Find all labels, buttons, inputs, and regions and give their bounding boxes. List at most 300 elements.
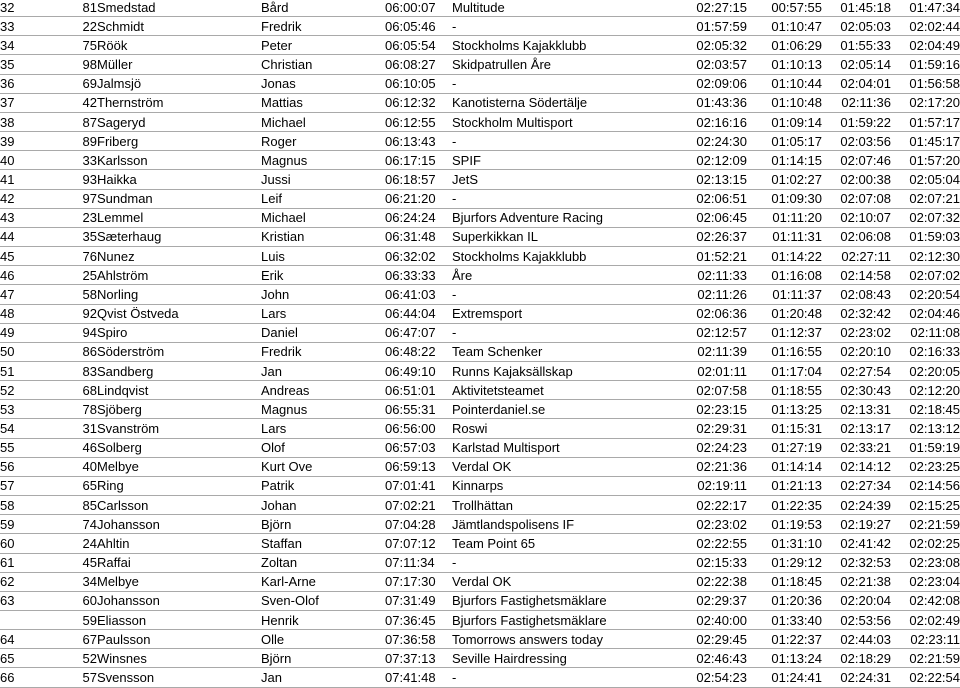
first-name-cell: Björn	[261, 649, 385, 668]
club-cell: -	[452, 668, 668, 687]
bib-cell: 42	[29, 93, 97, 112]
table-row	[0, 151, 960, 170]
place-cell: 56	[0, 457, 29, 476]
split-4-cell: 02:04:46	[891, 304, 960, 323]
total-time-cell: 06:55:31	[385, 400, 452, 419]
split-1-cell: 02:27:15	[668, 0, 747, 17]
bib-cell: 40	[29, 457, 97, 476]
first-name-cell: Michael	[261, 208, 385, 227]
split-4-cell: 01:57:17	[891, 112, 960, 131]
table-row	[0, 0, 960, 17]
first-name-cell: Lars	[261, 304, 385, 323]
table-row	[0, 361, 960, 380]
last-name-cell: Spiro	[97, 323, 261, 342]
total-time-cell: 07:02:21	[385, 496, 452, 515]
club-cell: -	[452, 323, 668, 342]
place-cell: 58	[0, 496, 29, 515]
split-2-cell: 01:11:20	[747, 208, 822, 227]
split-2-cell: 01:13:25	[747, 400, 822, 419]
last-name-cell: Lindqvist	[97, 381, 261, 400]
place-cell: 38	[0, 112, 29, 131]
club-cell: -	[452, 74, 668, 93]
split-2-cell: 01:18:55	[747, 381, 822, 400]
table-row	[0, 285, 960, 304]
club-cell: -	[452, 553, 668, 572]
split-2-cell: 01:31:10	[747, 534, 822, 553]
split-2-cell: 01:21:13	[747, 476, 822, 495]
bib-cell: 75	[29, 36, 97, 55]
place-cell: 57	[0, 476, 29, 495]
place-cell: 63	[0, 591, 29, 610]
split-4-cell: 02:15:25	[891, 496, 960, 515]
split-1-cell: 02:16:16	[668, 112, 747, 131]
last-name-cell: Svanström	[97, 419, 261, 438]
split-3-cell: 02:20:10	[822, 342, 891, 361]
split-1-cell: 02:29:45	[668, 630, 747, 649]
last-name-cell: Sæterhaug	[97, 227, 261, 246]
first-name-cell: John	[261, 285, 385, 304]
total-time-cell: 06:10:05	[385, 74, 452, 93]
split-3-cell: 02:33:21	[822, 438, 891, 457]
table-row	[0, 381, 960, 400]
club-cell: Skidpatrullen Åre	[452, 55, 668, 74]
place-cell: 62	[0, 572, 29, 591]
place-cell: 46	[0, 266, 29, 285]
total-time-cell: 06:05:46	[385, 17, 452, 36]
split-3-cell: 02:27:34	[822, 476, 891, 495]
split-2-cell: 01:18:45	[747, 572, 822, 591]
split-4-cell: 02:07:32	[891, 208, 960, 227]
first-name-cell: Kristian	[261, 227, 385, 246]
total-time-cell: 06:56:00	[385, 419, 452, 438]
last-name-cell: Paulsson	[97, 630, 261, 649]
split-4-cell: 02:02:25	[891, 534, 960, 553]
split-2-cell: 01:29:12	[747, 553, 822, 572]
bib-cell: 23	[29, 208, 97, 227]
split-1-cell: 02:40:00	[668, 611, 747, 630]
split-3-cell: 02:05:03	[822, 17, 891, 36]
split-2-cell: 01:14:15	[747, 151, 822, 170]
split-3-cell: 02:41:42	[822, 534, 891, 553]
first-name-cell: Daniel	[261, 323, 385, 342]
place-cell	[0, 611, 29, 630]
split-1-cell: 02:05:32	[668, 36, 747, 55]
total-time-cell: 06:44:04	[385, 304, 452, 323]
place-cell: 34	[0, 36, 29, 55]
split-1-cell: 02:12:57	[668, 323, 747, 342]
first-name-cell: Lars	[261, 419, 385, 438]
last-name-cell: Raffai	[97, 553, 261, 572]
split-3-cell: 02:27:54	[822, 361, 891, 380]
split-4-cell: 02:02:49	[891, 611, 960, 630]
total-time-cell: 06:57:03	[385, 438, 452, 457]
split-4-cell: 02:05:04	[891, 170, 960, 189]
first-name-cell: Patrik	[261, 476, 385, 495]
split-4-cell: 02:13:12	[891, 419, 960, 438]
bib-cell: 68	[29, 381, 97, 400]
club-cell: Roswi	[452, 419, 668, 438]
first-name-cell: Roger	[261, 132, 385, 151]
split-4-cell: 02:18:45	[891, 400, 960, 419]
club-cell: Extremsport	[452, 304, 668, 323]
total-time-cell: 07:36:58	[385, 630, 452, 649]
bib-cell: 25	[29, 266, 97, 285]
total-time-cell: 06:18:57	[385, 170, 452, 189]
first-name-cell: Jan	[261, 361, 385, 380]
last-name-cell: Müller	[97, 55, 261, 74]
last-name-cell: Ring	[97, 476, 261, 495]
split-1-cell: 02:06:51	[668, 189, 747, 208]
club-cell: Åre	[452, 266, 668, 285]
last-name-cell: Melbye	[97, 572, 261, 591]
split-4-cell: 02:14:56	[891, 476, 960, 495]
split-4-cell: 02:11:08	[891, 323, 960, 342]
bib-cell: 93	[29, 170, 97, 189]
table-row	[0, 553, 960, 572]
club-cell: Superkikkan IL	[452, 227, 668, 246]
split-4-cell: 02:12:30	[891, 247, 960, 266]
split-2-cell: 01:10:44	[747, 74, 822, 93]
club-cell: Team Schenker	[452, 342, 668, 361]
first-name-cell: Christian	[261, 55, 385, 74]
table-row	[0, 323, 960, 342]
table-row	[0, 93, 960, 112]
split-3-cell: 02:13:17	[822, 419, 891, 438]
split-2-cell: 01:13:24	[747, 649, 822, 668]
club-cell: Team Point 65	[452, 534, 668, 553]
split-1-cell: 02:21:36	[668, 457, 747, 476]
last-name-cell: Sandberg	[97, 361, 261, 380]
table-row	[0, 649, 960, 668]
split-3-cell: 02:24:39	[822, 496, 891, 515]
total-time-cell: 06:49:10	[385, 361, 452, 380]
split-2-cell: 01:02:27	[747, 170, 822, 189]
club-cell: -	[452, 285, 668, 304]
club-cell: Tomorrows answers today	[452, 630, 668, 649]
split-4-cell: 01:59:19	[891, 438, 960, 457]
split-4-cell: 02:17:20	[891, 93, 960, 112]
total-time-cell: 06:13:43	[385, 132, 452, 151]
split-1-cell: 02:06:36	[668, 304, 747, 323]
split-1-cell: 02:23:02	[668, 515, 747, 534]
total-time-cell: 06:33:33	[385, 266, 452, 285]
split-3-cell: 02:32:53	[822, 553, 891, 572]
bib-cell: 34	[29, 572, 97, 591]
split-2-cell: 01:20:36	[747, 591, 822, 610]
bib-cell: 81	[29, 0, 97, 17]
bib-cell: 22	[29, 17, 97, 36]
table-row	[0, 476, 960, 495]
club-cell: Jämtlandspolisens IF	[452, 515, 668, 534]
split-2-cell: 01:22:37	[747, 630, 822, 649]
last-name-cell: Carlsson	[97, 496, 261, 515]
split-1-cell: 02:22:38	[668, 572, 747, 591]
bib-cell: 83	[29, 361, 97, 380]
bib-cell: 67	[29, 630, 97, 649]
first-name-cell: Michael	[261, 112, 385, 131]
first-name-cell: Olle	[261, 630, 385, 649]
bib-cell: 87	[29, 112, 97, 131]
last-name-cell: Schmidt	[97, 17, 261, 36]
club-cell: JetS	[452, 170, 668, 189]
first-name-cell: Erik	[261, 266, 385, 285]
split-1-cell: 02:22:55	[668, 534, 747, 553]
split-2-cell: 01:05:17	[747, 132, 822, 151]
club-cell: -	[452, 17, 668, 36]
split-1-cell: 02:15:33	[668, 553, 747, 572]
bib-cell: 35	[29, 227, 97, 246]
place-cell: 40	[0, 151, 29, 170]
club-cell: Trollhättan	[452, 496, 668, 515]
total-time-cell: 07:04:28	[385, 515, 452, 534]
split-1-cell: 02:11:26	[668, 285, 747, 304]
place-cell: 64	[0, 630, 29, 649]
last-name-cell: Thernström	[97, 93, 261, 112]
split-3-cell: 02:18:29	[822, 649, 891, 668]
split-4-cell: 01:47:34	[891, 0, 960, 17]
place-cell: 45	[0, 247, 29, 266]
last-name-cell: Svensson	[97, 668, 261, 687]
split-3-cell: 02:14:58	[822, 266, 891, 285]
split-3-cell: 02:30:43	[822, 381, 891, 400]
bib-cell: 57	[29, 668, 97, 687]
split-3-cell: 01:59:22	[822, 112, 891, 131]
club-cell: Aktivitetsteamet	[452, 381, 668, 400]
split-3-cell: 02:05:14	[822, 55, 891, 74]
table-row	[0, 515, 960, 534]
table-row	[0, 534, 960, 553]
last-name-cell: Karlsson	[97, 151, 261, 170]
last-name-cell: Melbye	[97, 457, 261, 476]
split-2-cell: 01:15:31	[747, 419, 822, 438]
split-1-cell: 02:03:57	[668, 55, 747, 74]
place-cell: 42	[0, 189, 29, 208]
table-row	[0, 304, 960, 323]
table-row	[0, 457, 960, 476]
place-cell: 60	[0, 534, 29, 553]
place-cell: 44	[0, 227, 29, 246]
split-4-cell: 02:04:49	[891, 36, 960, 55]
split-3-cell: 02:06:08	[822, 227, 891, 246]
split-2-cell: 01:10:13	[747, 55, 822, 74]
first-name-cell: Kurt Ove	[261, 457, 385, 476]
table-row	[0, 266, 960, 285]
split-3-cell: 01:55:33	[822, 36, 891, 55]
place-cell: 66	[0, 668, 29, 687]
total-time-cell: 06:12:32	[385, 93, 452, 112]
total-time-cell: 06:51:01	[385, 381, 452, 400]
split-2-cell: 01:11:37	[747, 285, 822, 304]
club-cell: Bjurfors Fastighetsmäklare	[452, 611, 668, 630]
split-2-cell: 01:11:31	[747, 227, 822, 246]
club-cell: Verdal OK	[452, 572, 668, 591]
bib-cell: 31	[29, 419, 97, 438]
table-row	[0, 438, 960, 457]
club-cell: Multitude	[452, 0, 668, 17]
place-cell: 47	[0, 285, 29, 304]
last-name-cell: Johansson	[97, 591, 261, 610]
split-3-cell: 02:03:56	[822, 132, 891, 151]
split-3-cell: 02:07:46	[822, 151, 891, 170]
split-1-cell: 01:52:21	[668, 247, 747, 266]
table-row	[0, 17, 960, 36]
place-cell: 53	[0, 400, 29, 419]
place-cell: 33	[0, 17, 29, 36]
split-1-cell: 02:19:11	[668, 476, 747, 495]
table-row	[0, 74, 960, 93]
split-4-cell: 01:56:58	[891, 74, 960, 93]
table-row	[0, 170, 960, 189]
bib-cell: 85	[29, 496, 97, 515]
split-1-cell: 01:57:59	[668, 17, 747, 36]
club-cell: -	[452, 132, 668, 151]
place-cell: 48	[0, 304, 29, 323]
bib-cell: 65	[29, 476, 97, 495]
split-4-cell: 01:57:20	[891, 151, 960, 170]
table-row	[0, 611, 960, 630]
split-4-cell: 02:21:59	[891, 515, 960, 534]
club-cell: Stockholms Kajakklubb	[452, 36, 668, 55]
first-name-cell: Zoltan	[261, 553, 385, 572]
total-time-cell: 06:31:48	[385, 227, 452, 246]
first-name-cell: Henrik	[261, 611, 385, 630]
last-name-cell: Eliasson	[97, 611, 261, 630]
split-1-cell: 02:13:15	[668, 170, 747, 189]
place-cell: 55	[0, 438, 29, 457]
place-cell: 59	[0, 515, 29, 534]
bib-cell: 45	[29, 553, 97, 572]
table-row	[0, 112, 960, 131]
split-4-cell: 02:07:02	[891, 266, 960, 285]
split-3-cell: 02:21:38	[822, 572, 891, 591]
split-4-cell: 02:23:11	[891, 630, 960, 649]
split-4-cell: 01:45:17	[891, 132, 960, 151]
table-row	[0, 400, 960, 419]
place-cell: 49	[0, 323, 29, 342]
split-3-cell: 02:27:11	[822, 247, 891, 266]
first-name-cell: Bård	[261, 0, 385, 17]
bib-cell: 94	[29, 323, 97, 342]
place-cell: 51	[0, 361, 29, 380]
split-4-cell: 02:12:20	[891, 381, 960, 400]
first-name-cell: Andreas	[261, 381, 385, 400]
club-cell: Bjurfors Fastighetsmäklare	[452, 591, 668, 610]
split-2-cell: 01:17:04	[747, 361, 822, 380]
split-1-cell: 02:01:11	[668, 361, 747, 380]
first-name-cell: Olof	[261, 438, 385, 457]
bib-cell: 69	[29, 74, 97, 93]
split-2-cell: 01:33:40	[747, 611, 822, 630]
first-name-cell: Jussi	[261, 170, 385, 189]
split-3-cell: 02:04:01	[822, 74, 891, 93]
last-name-cell: Nunez	[97, 247, 261, 266]
table-row	[0, 247, 960, 266]
first-name-cell: Johan	[261, 496, 385, 515]
place-cell: 50	[0, 342, 29, 361]
first-name-cell: Staffan	[261, 534, 385, 553]
split-4-cell: 02:23:04	[891, 572, 960, 591]
bib-cell: 89	[29, 132, 97, 151]
place-cell: 36	[0, 74, 29, 93]
last-name-cell: Ahlström	[97, 266, 261, 285]
club-cell: Kinnarps	[452, 476, 668, 495]
split-1-cell: 02:24:23	[668, 438, 747, 457]
split-3-cell: 02:44:03	[822, 630, 891, 649]
split-4-cell: 02:23:08	[891, 553, 960, 572]
table-row	[0, 208, 960, 227]
place-cell: 41	[0, 170, 29, 189]
split-4-cell: 02:16:33	[891, 342, 960, 361]
place-cell: 43	[0, 208, 29, 227]
first-name-cell: Mattias	[261, 93, 385, 112]
split-3-cell: 02:10:07	[822, 208, 891, 227]
place-cell: 61	[0, 553, 29, 572]
split-4-cell: 02:22:54	[891, 668, 960, 687]
total-time-cell: 06:08:27	[385, 55, 452, 74]
split-3-cell: 01:45:18	[822, 0, 891, 17]
table-row	[0, 591, 960, 610]
last-name-cell: Sageryd	[97, 112, 261, 131]
split-3-cell: 02:08:43	[822, 285, 891, 304]
total-time-cell: 07:37:13	[385, 649, 452, 668]
split-2-cell: 01:24:41	[747, 668, 822, 687]
bib-cell: 58	[29, 285, 97, 304]
place-cell: 52	[0, 381, 29, 400]
last-name-cell: Sjöberg	[97, 400, 261, 419]
club-cell: Kanotisterna Södertälje	[452, 93, 668, 112]
split-1-cell: 02:24:30	[668, 132, 747, 151]
bib-cell: 74	[29, 515, 97, 534]
total-time-cell: 06:48:22	[385, 342, 452, 361]
bib-cell: 60	[29, 591, 97, 610]
total-time-cell: 06:05:54	[385, 36, 452, 55]
bib-cell: 46	[29, 438, 97, 457]
total-time-cell: 06:17:15	[385, 151, 452, 170]
split-1-cell: 01:43:36	[668, 93, 747, 112]
bib-cell: 59	[29, 611, 97, 630]
split-2-cell: 01:09:14	[747, 112, 822, 131]
club-cell: Stockholm Multisport	[452, 112, 668, 131]
last-name-cell: Söderström	[97, 342, 261, 361]
last-name-cell: Ahltin	[97, 534, 261, 553]
split-2-cell: 00:57:55	[747, 0, 822, 17]
club-cell: Verdal OK	[452, 457, 668, 476]
bib-cell: 52	[29, 649, 97, 668]
first-name-cell: Magnus	[261, 151, 385, 170]
last-name-cell: Friberg	[97, 132, 261, 151]
first-name-cell: Karl-Arne	[261, 572, 385, 591]
split-2-cell: 01:12:37	[747, 323, 822, 342]
split-2-cell: 01:06:29	[747, 36, 822, 55]
place-cell: 39	[0, 132, 29, 151]
split-4-cell: 02:07:21	[891, 189, 960, 208]
total-time-cell: 06:41:03	[385, 285, 452, 304]
first-name-cell: Peter	[261, 36, 385, 55]
split-2-cell: 01:10:47	[747, 17, 822, 36]
place-cell: 37	[0, 93, 29, 112]
total-time-cell: 06:32:02	[385, 247, 452, 266]
split-2-cell: 01:22:35	[747, 496, 822, 515]
table-row	[0, 55, 960, 74]
club-cell: Seville Hairdressing	[452, 649, 668, 668]
split-3-cell: 02:11:36	[822, 93, 891, 112]
split-1-cell: 02:23:15	[668, 400, 747, 419]
split-1-cell: 02:07:58	[668, 381, 747, 400]
total-time-cell: 07:11:34	[385, 553, 452, 572]
split-4-cell: 01:59:16	[891, 55, 960, 74]
table-row	[0, 189, 960, 208]
bib-cell: 78	[29, 400, 97, 419]
